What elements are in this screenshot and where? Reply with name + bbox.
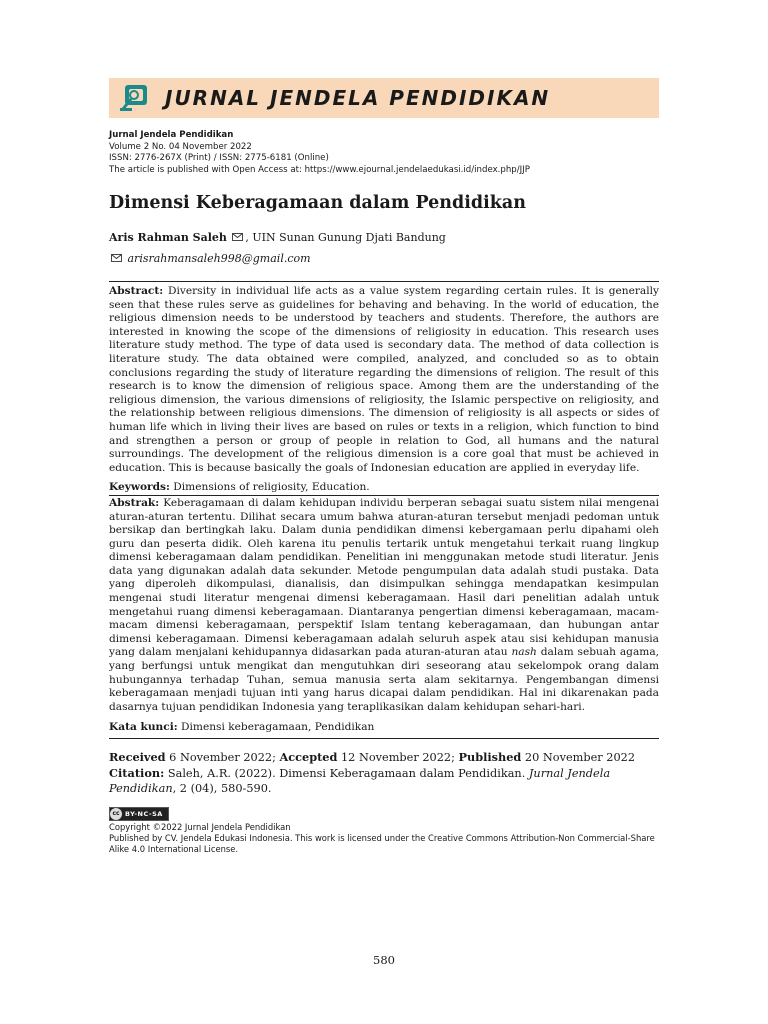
journal-meta bbox=[109, 130, 659, 176]
keywords-indonesian bbox=[109, 721, 659, 738]
keywords-text: Dimensions of religiosity, Education. bbox=[173, 481, 370, 494]
citation-label: Citation: bbox=[109, 765, 165, 780]
open-access-line: The article is published with Open Access at: https://www.ejournal.jendelaedukasi.id/index.php/JJP bbox=[109, 164, 530, 175]
mail-icon bbox=[111, 254, 122, 262]
license-statement: Published by CV. Jendela Edukasi Indonesia. This work is licensed under the Creative Commons Attribution-Non Commercial-Share Alike 4.0 International License. bbox=[109, 832, 655, 854]
citation-text: Saleh, A.R. (2022). Dimensi Keberagamaan dalam Pendidikan. bbox=[164, 766, 529, 780]
abstrak-label: Abstrak: bbox=[109, 496, 160, 509]
issn-line: ISSN: 2776-267X (Print) / ISSN: 2775-6181 (Online) bbox=[109, 153, 329, 163]
citation-tail: , 2 (04), 580-590. bbox=[172, 782, 272, 795]
received-label: Received bbox=[109, 750, 166, 764]
abstract-label: Abstract: bbox=[109, 285, 164, 297]
article-page bbox=[109, 78, 659, 855]
license-text bbox=[109, 822, 659, 855]
abstrak-text-part2: dalam sebuah agama, yang berfungsi untuk mengikat dan mengutuhkan diri seseorang atau sekelompok orang dalam hubungannya terhadap Tuhan, semua manusia serta alam sekitarnya. Pengembangan dimensi keberagamaan menjadi tujuan inti yang harus dicapai dalam pendidikan. Hal ini dikarenakan pada dasarnya tujuan pendidikan Indonesia yang teraplikasikan dalam kehidupan sehari-hari. bbox=[109, 646, 660, 713]
abstract-indonesian bbox=[109, 495, 659, 715]
mail-icon bbox=[232, 233, 243, 241]
abstrak-nash: nash bbox=[511, 646, 537, 659]
article-history bbox=[109, 750, 659, 797]
author-line bbox=[109, 231, 659, 244]
published-label: Published bbox=[458, 750, 522, 764]
journal-name: Jurnal Jendela Pendidikan bbox=[109, 130, 234, 140]
abstract-english bbox=[109, 281, 659, 475]
section-divider bbox=[109, 738, 659, 739]
abstrak-text-part1: Keberagamaan di dalam kehidupan individu berperan sebagai suatu sistem nilai mengenai aturan-aturan tertentu. Dilihat secara umum bahwa aturan-aturan tersebut menjadi pedoman untuk bersikap dan bertingkah laku. Dalam dunia pendidikan dimensi kebergamaan perlu dipahami oleh guru dan peserta didik. Oleh karena itu penulis tertarik untuk mengetahui terkait ruang lingkup dimensi keberagamaan dalam pendidikan. Penelitian ini menggunakan metode studi literatur. Jenis data yang digunakan adalah data sekunder. Metode pengumpulan data adalah studi pustaka. Data yang diperoleh dikompulasi, dianalisis, dan disimpulkan sehingga mendapatkan kesimpulan mengenai studi literatur mengenai dimensi keberagamaan. Hasil dari penelitian adalah untuk mengetahui ruang dimensi keberagamaan. Diantaranya pengertian dimensi keberagamaan, macam-macam dimensi keberagamaan, perspektif Islam tentang keberagamaan, dan hubungan antar dimensi keberagamaan. Dimensi keberagamaan adalah seluruh aspek atau sisi kehidupan manusia yang dalam menjalani kehidupannya didasarkan pada aturan-aturan atau bbox=[109, 496, 659, 659]
article-title: Dimensi Keberagamaan dalam Pendidikan bbox=[109, 193, 526, 213]
author-affiliation: , UIN Sunan Gunung Djati Bandung bbox=[245, 231, 446, 244]
citation-journal: Jurnal Jendela Pendidikan bbox=[109, 766, 611, 795]
page-number: 580 bbox=[373, 953, 395, 967]
abstract-text: Diversity in individual life acts as a value system regarding certain rules. It is generally seen that these rules serve as guidelines for behaving and behaving. In the world of education, the religious dimension needs to be understood by teachers and students. Therefore, the authors are interested in knowing the scope of the dimensions of religiosity in education. This research uses literature study method. The type of data used is secondary data. The method of data collection is literature study. The data obtained were compiled, analyzed, and concluded so as to obtain conclusions regarding the study of literature regarding the dimensions of religion. The result of this research is to know the dimension of religious space. Among them are the understanding of the religious dimension, the various dimensions of religiosity, the Islamic perspective on religiosity, and the relationship between religious dimensions. The dimension of religiosity is all aspects or sides of human life which in living their lives are based on rules or texts in a religion, which function to bind and strengthen a person or group of people in relation to God, all humans and the natural surroundings. The development of the religious dimension is a core goal that must be achieved in education. This is because basically the goals of Indonesian education are applied in everyday life. bbox=[109, 285, 659, 474]
cc-license-badge[interactable] bbox=[109, 807, 169, 821]
keywords-label: Keywords: bbox=[109, 481, 170, 494]
dates-line bbox=[109, 750, 659, 766]
cc-icon: cc bbox=[110, 808, 122, 820]
email-line bbox=[109, 252, 659, 265]
accepted-label: Accepted bbox=[279, 750, 338, 764]
author-name: Aris Rahman Saleh bbox=[109, 231, 227, 244]
received-date: 6 November 2022; bbox=[165, 751, 280, 764]
copyright-line: Copyright ©2022 Jurnal Jendela Pendidikan bbox=[109, 821, 291, 832]
keywords-english bbox=[109, 481, 659, 495]
citation-line bbox=[109, 766, 659, 797]
kata-kunci-text: Dimensi keberagamaan, Pendidikan bbox=[181, 721, 375, 734]
journal-banner bbox=[109, 78, 659, 118]
volume-line: Volume 2 No. 04 November 2022 bbox=[109, 141, 252, 152]
magnifier-logo-icon bbox=[119, 83, 151, 113]
published-date: 20 November 2022 bbox=[521, 751, 636, 764]
cc-badge-text: BY-NC-SA bbox=[125, 809, 163, 818]
accepted-date: 12 November 2022; bbox=[337, 751, 459, 764]
journal-banner-title: JURNAL JENDELA PENDIDIKAN bbox=[165, 86, 551, 110]
kata-kunci-label: Kata kunci: bbox=[109, 721, 178, 734]
author-email[interactable]: arisrahmansaleh998@gmail.com bbox=[127, 252, 311, 265]
